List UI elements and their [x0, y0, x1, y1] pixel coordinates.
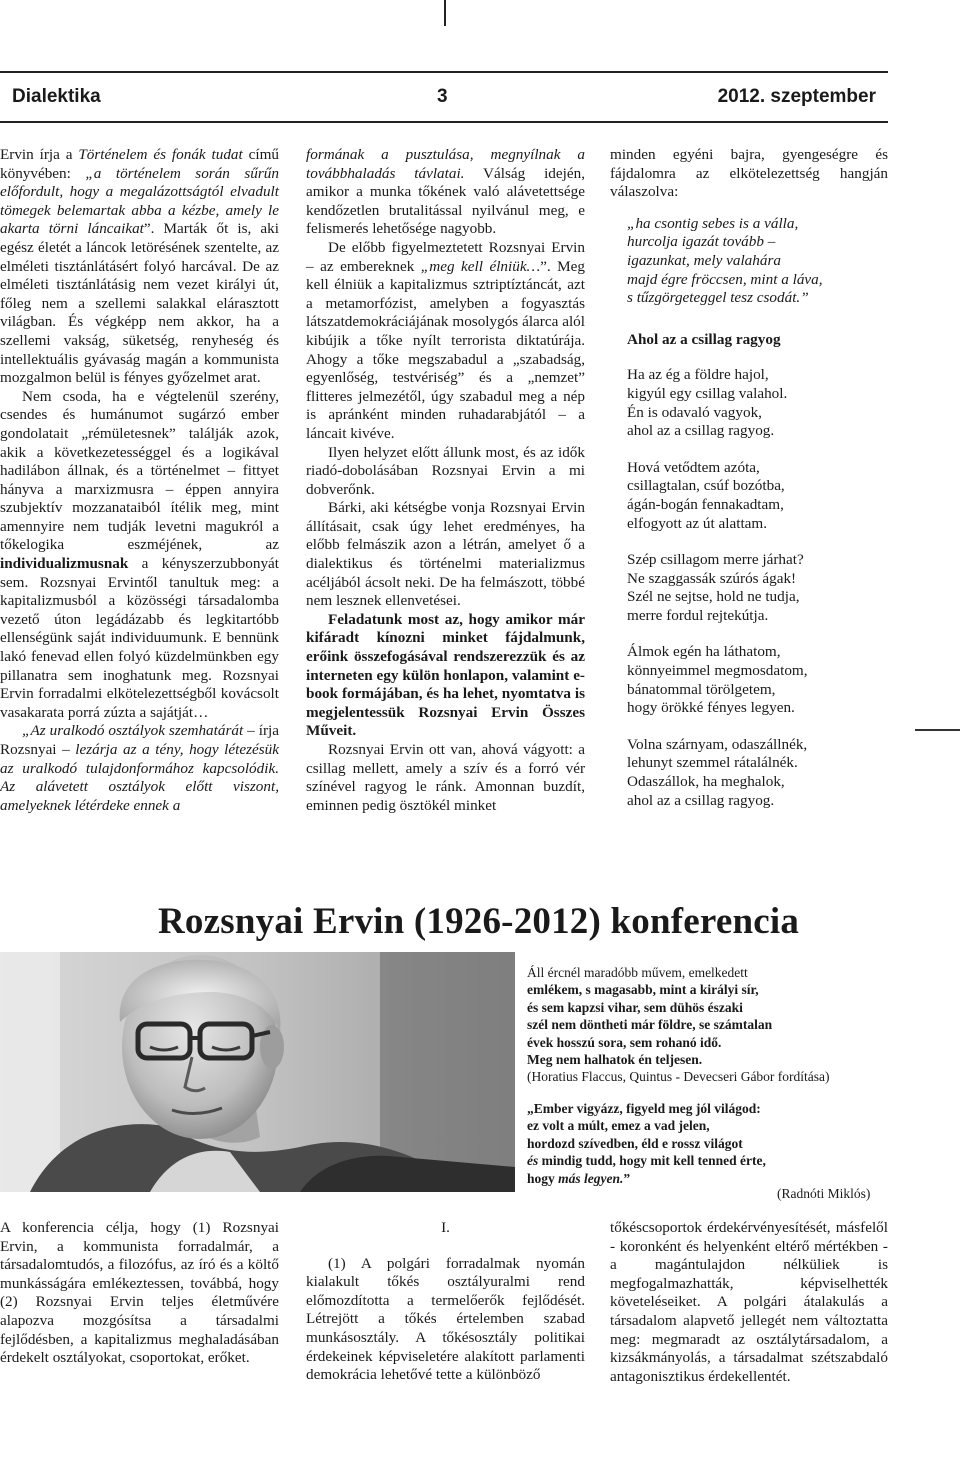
quote-line: évek hosszú sora, sem rohanó idő. [527, 1034, 722, 1050]
conference-goal-text: A konferencia célja, hogy (1) Rozsnyai Ervin, a kommunista forradalmár, a társadalomtudós, a filozófus, az író és a költő munkásságára emlékeztessen, továbbá, hogy (2) Rozsnyai Ervin teljes életművére alapozva mozgósítsa a társadalmi fejlődésben, a kapitalizmus meghaladásában érdekelt osztályokat, csoportokat, erőket. [0, 1219, 279, 1367]
quote-line: hordozd szívedben, éld e rossz világot [527, 1135, 743, 1151]
paragraph: (1) A polgári forradalmak nyomán kialakult tőkés osztályuralmi rend előmozdította a termelőerők fejlődését. Létrejött a tőkés értelemben szabad munkásosztály. A tőkésosztály politikai érdekeinek képviseletére alakított parlamenti demokrácia lehetővé tette a különböző [306, 1254, 585, 1384]
quote-text: hogy [527, 1170, 559, 1186]
paragraph: minden egyéni bajra, gyengeségre és fájdalomra az elkötelezettség hangján válaszolva: [610, 146, 888, 201]
poem-line: elfogyott az út alattam. [627, 514, 768, 532]
quote-attribution: (Radnóti Miklós) [777, 1186, 871, 1201]
quote-line: „Ember vigyázz, figyeld meg jól világod: [527, 1101, 761, 1116]
verse-line: s tűzgörgeteggel tesz csodát.” [627, 289, 809, 307]
section-one-continued: tőkéscsoportok érdekérvényesítését, másfelől - koronként és helyenként eltérő mértékben - a magántulajdon nélküliek is megfogalmazhatták, képviselhették követeléseiket. A polgári átalakulás a társadalom alapvető jellegét nem változtatta meg: megmaradt az osztálytársadalom, a kizsákmányolás, a társadalmat szétszabdaló antagonisztikus érdekellentét. [610, 1219, 888, 1385]
poem-line: Ne szaggassák szúrós ágak! [627, 569, 797, 587]
article-column-3 [610, 146, 888, 810]
poem-line: könnyeimmel megmosdatom, [627, 662, 808, 680]
text-run: De előbb figyelmeztetett Rozsnyai Ervin – az embereknek [306, 238, 585, 275]
text-run: Feladatunk most az, hogy amikor már kifáradt kínozni minket fájdalmunk, erőink összefogásával rendszerezzük és az interneten egy külön honlapon, valamint e-book formájában, és ha lehet, nyomtatva is megjelentessük Rozsnyai Ervin Összes Műveit. [306, 610, 585, 740]
text-run: „meg kell élniük… [420, 257, 541, 275]
paragraph [306, 611, 585, 741]
publication-name: Dialektika [12, 86, 101, 107]
text-run: Rozsnyai Ervin ott van, ahová vágyott: a csillag mellett, amely a szív és a forró vér színével ragyog le ránk. Amonnan buzdít, eminnen pedig ösztökél minket [306, 741, 585, 814]
text-run: Ervin írja a [0, 146, 79, 163]
paragraph [306, 146, 585, 239]
quote-line [527, 1170, 766, 1187]
quote-word: és [527, 1153, 539, 1169]
poem-line: Volna szárnyam, odaszállnék, [627, 735, 808, 753]
poem-line: Szép csillagom merre járhat? [627, 551, 804, 569]
quote-line: emlékem, s magasabb, mint a királyi sír, [527, 982, 759, 998]
text-run: Válság idején, amikor a munka tőkének való alávetettsége kendőzetlen brutalitással nyilvánul meg, e felismerés lehetősége nagyobb. [306, 164, 585, 238]
poem-stanza [627, 551, 888, 625]
section-heading: I. [441, 1219, 450, 1236]
verse-line: hurcolja igazát tovább – [627, 233, 776, 251]
poem [627, 366, 888, 810]
text-run: ”. Meg kell élniük a kapitalizmus sztriptíztáncát, azt a metamorfózist, amelyben a fogyasztás látszatdemokráciájának mosolygós álarca alól kibújik a tőke nyílt terrorista diktatúrája. Ahogy a tőke megszabadul a „szabadság, egyenlőség, testvériség” és a „nemzet” flitteres jelmezétől, úgy szabadul meg a nép is apránként minden ruhadarabjától – a láncait kivéve. [306, 257, 585, 442]
text-run: lezárja az a tény, hogy létezésük az uralkodó tulajdonformához kapcsolódik. Az alávetett osztályok előtt viszont, amelyeknek létérdeke ennek a [0, 741, 279, 814]
poem-line: ahol az a csillag ragyog. [627, 422, 775, 440]
paragraph [306, 444, 585, 500]
poem-line: merre fordul rejtekútja. [627, 606, 769, 624]
text-run: című könyvében: [0, 146, 279, 182]
margin-rule [915, 729, 960, 731]
poem-title: Ahol az a csillag ragyog [627, 330, 781, 348]
article-column-1 [0, 146, 279, 815]
verse-line: „ha csontig sebes is a válla, [627, 214, 799, 232]
issue-date: 2012. szeptember [717, 86, 876, 107]
poem-line: ahol az a csillag ragyog. [627, 791, 775, 809]
page-top-mark [444, 0, 446, 26]
poem-stanza [627, 459, 888, 533]
radnoti-quote [527, 1100, 766, 1187]
poem-line: lehunyt szemmel rátalálnék. [627, 754, 798, 772]
paragraph [0, 388, 279, 723]
text-run: – írja Rozsnyai – [0, 722, 279, 758]
poem-line: Én is odavaló vagyok, [627, 403, 762, 421]
text-run: a kényszerzubbonyát sem. Rozsnyai Ervintől tanultuk meg: a kapitalizmusból a közösségi társadalomba vezető úton legádázabb és legkitartóbb ellenségünk saját individuumunk. E bennünk lakó fenevad ellen folyó küzdelmünkben egy pillanatra sem inoghatunk meg. Rozsnyai Ervin forradalmi elkötelezettségből kovácsolt vasakarata porrá zúzta a sajátját… [0, 555, 279, 721]
poem-line: ágán-bogán fennakadtam, [627, 495, 784, 513]
quote-line: Áll ércnél maradóbb művem, emelkedett [527, 965, 748, 980]
poem-line: Odaszállok, ha meghalok, [627, 773, 785, 791]
poem-line: kigyúl egy csillag valahol. [627, 384, 788, 402]
quote-word: más legyen. [558, 1170, 624, 1186]
page-number: 3 [437, 86, 448, 107]
article-column-2 [306, 146, 585, 815]
portrait-image [0, 952, 515, 1192]
text-run: „Az uralkodó osztályok szemhatárát [22, 722, 244, 740]
poem-stanza [627, 643, 888, 717]
quote-text: mindig tudd, hogy mit kell tenned érte, [538, 1153, 766, 1169]
conference-title: Rozsnyai Ervin (1926-2012) konferencia [158, 901, 800, 942]
text-run: ”. Marták őt is, aki egész életét a láncok letörésének szentelte, az elméleti tisztánlátásért folyó harcával. De az elméleti tisztánlátásig nem vezet királyi út, főleg nem a szellemi salakkal elárasztott világban. És végképp nem akkor, ha a szellemi vakság, süketség, renyheség és intellektuális gyávaság magán a kommunista mozgalmon belül is fényes győzelmet arat. [0, 220, 279, 387]
horatius-quote [527, 964, 830, 1086]
paragraph [306, 499, 585, 611]
verse-line: igazunkat, mely valahára [627, 251, 781, 269]
poem-line: Ha az ég a földre hajol, [627, 366, 769, 384]
page-header [0, 71, 888, 123]
text-run: „a történelem során sűrűn előfordult, hogy a megalázottságtól elvadult tömegek belemartak abba a kézbe, amely le akarta törni láncaikat [0, 164, 279, 238]
verse-line: majd égre fröccsen, mint a láva, [627, 270, 823, 288]
quote-attribution: (Horatius Flaccus, Quintus - Devecseri Gábor fordítása) [527, 1069, 830, 1085]
text-run: Nem csoda, ha e végtelenül szerény, csendes és humánumot sugárzó ember gondolatait „rémületesnek” találják azok, akik a következetességgel és a logikával hadilábon állnak, és a történelmet – fittyet hányva a marxizmusra – éppen annyira szubjektív mozzanataiból ítélik meg, mint amennyire nem tudják levetni magukról a tőkelogika eszméjének, az [0, 387, 279, 554]
text-run: individualizmusnak [0, 555, 129, 573]
paragraph [306, 741, 585, 815]
poem-line: csillagtalan, csúf bozótba, [627, 477, 785, 495]
poem-stanza [627, 736, 888, 810]
text-run: formának a pusztulása, megnyílnak a továbbhaladás távlatai. [306, 146, 585, 182]
poem-line: Szél ne sejtse, hold ne tudja, [627, 588, 800, 606]
quote-line: szél nem döntheti már földre, se számtalan [527, 1017, 773, 1033]
paragraph [0, 146, 279, 388]
quote-line: és sem kapzsi vihar, sem dühös északi [527, 999, 743, 1015]
text-run: Történelem és fonák tudat [78, 146, 243, 163]
text-run: Ilyen helyzet előtt állunk most, és az idők riadó-dobolásában Rozsnyai Ervin a mi dobverőnk. [306, 443, 585, 498]
poem-line: Hová vetődtem azóta, [627, 458, 760, 476]
quoted-verse [627, 215, 888, 308]
quote-line: ez volt a múlt, emez a vad jelen, [527, 1118, 710, 1134]
paragraph [306, 239, 585, 444]
quote-text: ” [623, 1170, 631, 1186]
poem-line: bánatommal törölgetem, [627, 680, 776, 698]
quote-line [527, 1152, 766, 1169]
poem-stanza [627, 366, 888, 440]
poem-line: hogy örökké fényes legyen. [627, 699, 795, 717]
text-run: Bárki, aki kétségbe vonja Rozsnyai Ervin állításait, csak úgy lehet eredményes, ha előbb felmászik azon a létrán, amelyet ő a dialektikus és történelmi materializmus acéljából ácsolt neki. De ha felmászott, többé nem lesznek ellenvetései. [306, 499, 585, 610]
section-one [306, 1219, 585, 1385]
poem-line: Álmok egén ha láthatom, [627, 643, 781, 661]
portrait-photo [0, 952, 515, 1192]
quote-line: Meg nem halhatok én teljesen. [527, 1052, 703, 1068]
paragraph [0, 722, 279, 815]
